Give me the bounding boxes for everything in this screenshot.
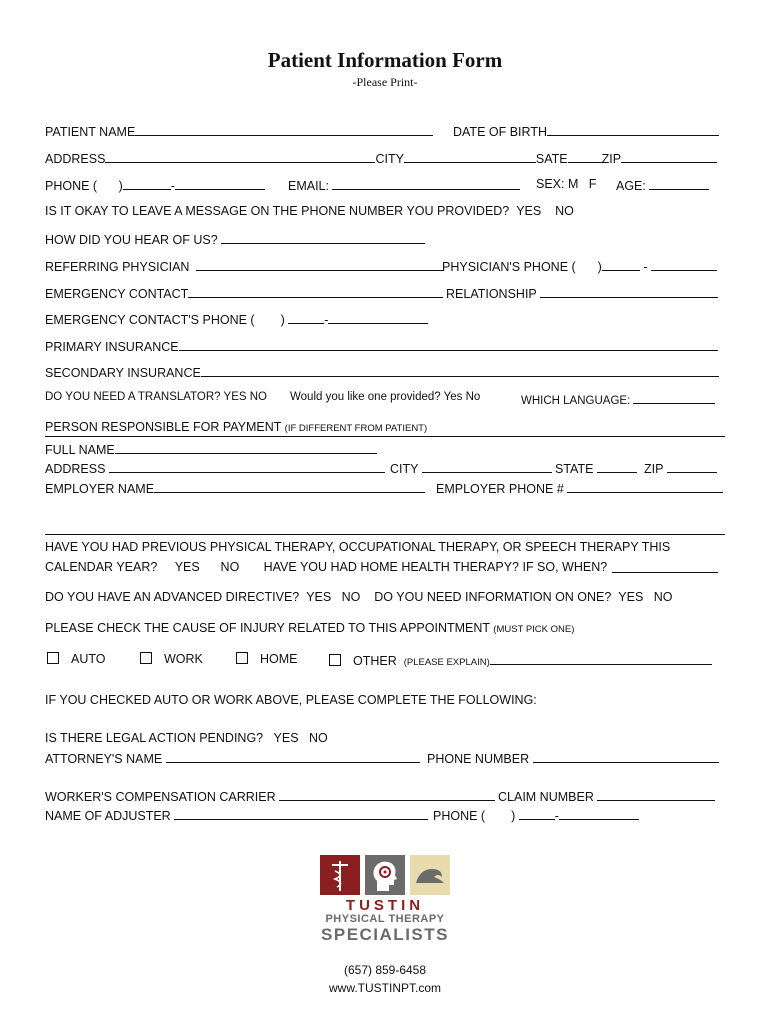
- email-label: EMAIL:: [288, 179, 329, 193]
- payer-city-field[interactable]: [422, 460, 552, 473]
- calendar-year-yes[interactable]: YES: [174, 560, 200, 574]
- city-label: CITY: [375, 152, 404, 166]
- legal-action-row: [45, 731, 328, 745]
- provided-label: Would you like one provided? Yes No: [290, 391, 481, 403]
- section-divider-top: [45, 436, 725, 437]
- primary-insurance-label: PRIMARY INSURANCE: [45, 340, 179, 354]
- workers-comp-label: WORKER'S COMPENSATION CARRIER: [45, 790, 276, 804]
- contact-website[interactable]: www.TUSTINPT.com: [328, 981, 441, 995]
- if-checked-row: [45, 693, 537, 707]
- other-explain-field[interactable]: [490, 652, 712, 665]
- attorney-phone-label: PHONE NUMBER: [427, 752, 530, 766]
- head-profile-icon: [365, 855, 405, 895]
- cause-injury-label: PLEASE CHECK THE CAUSE OF INJURY RELATED TO THIS APPOINTMENT: [45, 621, 490, 635]
- sex-label: SEX: M: [536, 177, 579, 191]
- if-checked-label: IF YOU CHECKED AUTO OR WORK ABOVE, PLEASE COMPLETE THE FOLLOWING:: [45, 693, 537, 707]
- translator-label: DO YOU NEED A TRANSLATOR? YES NO: [45, 391, 267, 403]
- sex-row: [536, 177, 596, 191]
- address-label: ADDRESS: [45, 152, 106, 166]
- workers-comp-row: [45, 788, 495, 804]
- claim-number-label: CLAIM NUMBER: [498, 790, 594, 804]
- how-hear-row: [45, 231, 425, 247]
- employer-name-row: [45, 480, 425, 496]
- employer-name-label: EMPLOYER NAME: [45, 482, 155, 496]
- payer-city-row: [390, 460, 552, 476]
- form-subtitle: -Please Print-: [352, 75, 418, 89]
- adjuster-field[interactable]: [174, 807, 428, 820]
- other-option[interactable]: [329, 652, 712, 668]
- payer-address-field[interactable]: [109, 460, 385, 473]
- dob-label: DATE OF BIRTH: [453, 125, 547, 139]
- email-row: [288, 177, 520, 193]
- email-field[interactable]: [332, 177, 520, 190]
- state-field[interactable]: [568, 150, 602, 163]
- employer-phone-label: EMPLOYER PHONE #: [436, 482, 564, 496]
- language-field[interactable]: [633, 391, 715, 404]
- secondary-insurance-label: SECONDARY INSURANCE: [45, 366, 201, 380]
- address-field[interactable]: [105, 150, 375, 163]
- relationship-field[interactable]: [540, 285, 718, 298]
- auto-label: AUTO: [71, 652, 106, 666]
- emergency-phone-line[interactable]: [328, 311, 428, 324]
- phone-line-field[interactable]: [175, 177, 265, 190]
- work-option[interactable]: [140, 652, 203, 666]
- advanced-directive-yes[interactable]: YES: [306, 590, 332, 604]
- adjuster-phone-dash: -: [554, 809, 559, 823]
- primary-insurance-field[interactable]: [179, 338, 718, 351]
- physician-phone-line[interactable]: [651, 258, 717, 271]
- adjuster-phone-line[interactable]: [559, 807, 639, 820]
- provided-row: [290, 391, 480, 403]
- emergency-phone-close: ): [280, 313, 285, 327]
- emergency-contact-row: [45, 285, 443, 301]
- employer-phone-row: [436, 480, 723, 496]
- adjuster-label: NAME OF ADJUSTER: [45, 809, 171, 823]
- employer-phone-field[interactable]: [567, 480, 723, 493]
- home-option[interactable]: [236, 652, 298, 666]
- advanced-directive-label: DO YOU HAVE AN ADVANCED DIRECTIVE?: [45, 590, 300, 604]
- leave-message-yes[interactable]: YES: [516, 204, 542, 218]
- primary-insurance-row: [45, 338, 718, 354]
- payer-city-label: CITY: [390, 462, 419, 476]
- age-row: [616, 177, 709, 193]
- caduceus-icon: [320, 855, 360, 895]
- relationship-label: RELATIONSHIP: [446, 287, 537, 301]
- dob-field[interactable]: [547, 123, 719, 136]
- logo-line-2: PHYSICAL THERAPY: [325, 913, 445, 925]
- physician-phone-dash: -: [643, 260, 648, 274]
- referring-physician-label: REFERRING PHYSICIAN: [45, 260, 190, 274]
- adjuster-phone-row: [433, 807, 639, 823]
- home-label: HOME: [260, 652, 298, 666]
- leave-message-no[interactable]: NO: [555, 204, 574, 218]
- claim-number-field[interactable]: [597, 788, 715, 801]
- referring-physician-row: [45, 258, 444, 274]
- payer-state-field[interactable]: [597, 460, 637, 473]
- age-label: AGE:: [616, 179, 646, 193]
- payer-address-label: ADDRESS: [45, 462, 106, 476]
- responsible-payment-heading: [45, 420, 427, 434]
- contact-phone: (657) 859-6458: [343, 963, 427, 977]
- if-different-note: (IF DIFFERENT FROM PATIENT): [284, 423, 428, 434]
- payer-zip-label: ZIP: [644, 462, 664, 476]
- prev-therapy-row: [45, 540, 670, 554]
- attorney-label: ATTORNEY'S NAME: [45, 752, 163, 766]
- full-name-field[interactable]: [115, 441, 377, 454]
- logo-line-1: TUSTIN: [345, 897, 425, 914]
- leave-message-label: IS IT OKAY TO LEAVE A MESSAGE ON THE PHONE NUMBER YOU PROVIDED?: [45, 204, 510, 218]
- physician-phone-row: [442, 258, 717, 274]
- adjuster-row: [45, 807, 428, 823]
- home-checkbox[interactable]: [236, 652, 248, 664]
- emergency-contact-label: EMERGENCY CONTACT: [45, 287, 189, 301]
- other-checkbox[interactable]: [329, 654, 341, 666]
- logo-line-3: SPECIALISTS: [321, 925, 449, 944]
- payer-state-label: STATE: [555, 462, 594, 476]
- phone-row: [45, 177, 265, 193]
- language-row: [521, 391, 715, 407]
- legal-action-no[interactable]: NO: [308, 731, 328, 745]
- auto-option[interactable]: [47, 652, 106, 666]
- form-title: Patient Information Form: [267, 48, 503, 72]
- zip-label: ZIP: [601, 152, 622, 166]
- legal-action-label: IS THERE LEGAL ACTION PENDING?: [45, 731, 264, 745]
- auto-checkbox[interactable]: [47, 652, 59, 664]
- emergency-phone-row: [45, 311, 428, 327]
- other-label: OTHER: [353, 654, 397, 668]
- full-name-row: [45, 441, 377, 457]
- work-label: WORK: [164, 652, 203, 666]
- work-checkbox[interactable]: [140, 652, 152, 664]
- secondary-insurance-field[interactable]: [201, 364, 719, 377]
- payer-address-row: [45, 460, 385, 476]
- need-info-no[interactable]: NO: [653, 590, 673, 604]
- adjuster-phone-label: PHONE (: [433, 809, 486, 823]
- employer-name-field[interactable]: [154, 480, 425, 493]
- patient-name-field[interactable]: [135, 123, 433, 136]
- dob-row: [453, 123, 719, 139]
- full-name-label: FULL NAME: [45, 443, 115, 457]
- emergency-contact-field[interactable]: [188, 285, 443, 298]
- how-hear-field[interactable]: [221, 231, 425, 244]
- calendar-year-no[interactable]: NO: [220, 560, 240, 574]
- payer-zip-field[interactable]: [667, 460, 717, 473]
- attorney-phone-field[interactable]: [533, 750, 719, 763]
- advanced-directive-no[interactable]: NO: [341, 590, 361, 604]
- emergency-phone-prefix[interactable]: [288, 311, 324, 324]
- cause-injury-row: [45, 621, 574, 635]
- attorney-row: [45, 750, 420, 766]
- emergency-phone-label: EMERGENCY CONTACT'S PHONE (: [45, 313, 255, 327]
- physician-phone-prefix[interactable]: [602, 258, 640, 271]
- calendar-year-label: CALENDAR YEAR?: [45, 560, 158, 574]
- need-info-yes[interactable]: YES: [618, 590, 644, 604]
- advanced-directive-row: [45, 590, 672, 604]
- need-info-label: DO YOU NEED INFORMATION ON ONE?: [374, 590, 612, 604]
- attorney-phone-row: [427, 750, 719, 766]
- zip-field[interactable]: [621, 150, 717, 163]
- please-explain-note: (PLEASE EXPLAIN): [403, 657, 490, 668]
- emergency-phone-dash: -: [324, 313, 329, 327]
- secondary-insurance-row: [45, 364, 719, 380]
- language-label: WHICH LANGUAGE:: [521, 395, 631, 407]
- physician-phone-label: PHYSICIAN'S PHONE (: [442, 260, 576, 274]
- must-pick-note: (MUST PICK ONE): [493, 624, 575, 635]
- translator-row: [45, 391, 267, 403]
- referring-physician-field[interactable]: [196, 258, 444, 271]
- patient-name-row: [45, 123, 433, 139]
- patient-name-label: PATIENT NAME: [45, 125, 136, 139]
- relationship-row: [446, 285, 718, 301]
- payer-state-row: [555, 460, 637, 476]
- phone-prefix-field[interactable]: [123, 177, 171, 190]
- claim-number-row: [498, 788, 715, 804]
- how-hear-label: HOW DID YOU HEAR OF US?: [45, 233, 218, 247]
- phone-close-paren: ): [118, 179, 123, 193]
- payer-zip-row: [644, 460, 717, 476]
- leave-message-row: [45, 204, 574, 218]
- home-health-field[interactable]: [612, 560, 718, 573]
- age-field[interactable]: [649, 177, 709, 190]
- phone-dash: -: [170, 179, 175, 193]
- state-label: SATE: [535, 152, 568, 166]
- phone-label: PHONE (: [45, 179, 98, 193]
- address-row: [45, 150, 717, 166]
- adjuster-phone-close: ): [511, 809, 516, 823]
- workers-comp-field[interactable]: [279, 788, 495, 801]
- calendar-year-row: [45, 560, 607, 574]
- adjuster-phone-prefix[interactable]: [519, 807, 555, 820]
- home-health-label: HAVE YOU HAD HOME HEALTH THERAPY? IF SO, WHEN?: [263, 560, 608, 574]
- physician-phone-close: ): [597, 260, 602, 274]
- section-divider-bottom: [45, 534, 725, 535]
- city-field[interactable]: [404, 150, 536, 163]
- legal-action-yes[interactable]: YES: [273, 731, 299, 745]
- attorney-field[interactable]: [166, 750, 420, 763]
- responsible-payment-label: PERSON RESPONSIBLE FOR PAYMENT: [45, 420, 282, 434]
- wave-icon: [410, 855, 450, 895]
- prev-therapy-label: HAVE YOU HAD PREVIOUS PHYSICAL THERAPY, OCCUPATIONAL THERAPY, OR SPEECH THERAPY THIS: [45, 540, 671, 554]
- home-health-field-wrap: [612, 560, 718, 576]
- sex-f-label[interactable]: F: [588, 177, 597, 191]
